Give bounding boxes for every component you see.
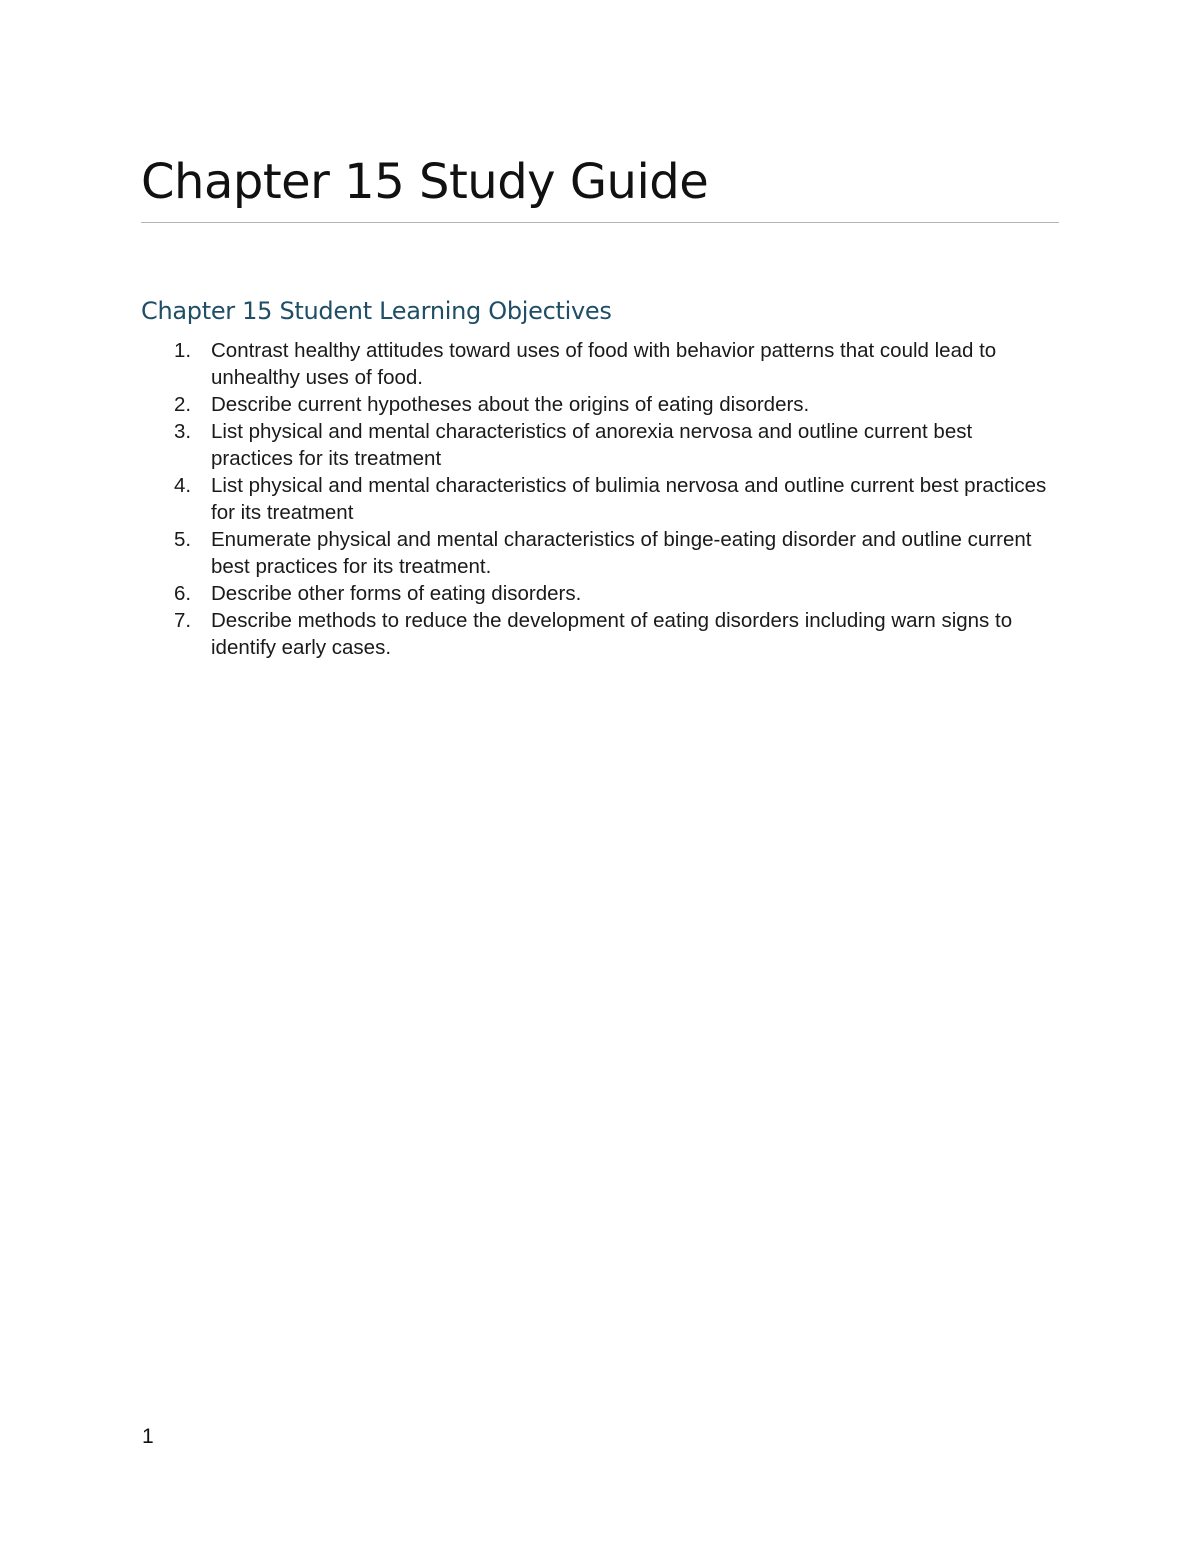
list-item-number: 3. bbox=[174, 420, 192, 443]
list-item-number: 5. bbox=[174, 528, 192, 551]
list-item bbox=[141, 472, 1059, 526]
list-item-text: List physical and mental characteristics of anorexia nervosa and outline current best practices for its treatment bbox=[211, 420, 973, 470]
list-item-number: 4. bbox=[174, 474, 192, 497]
list-item-number: 1. bbox=[174, 339, 192, 362]
list-item bbox=[141, 526, 1059, 580]
list-item-text: List physical and mental characteristics of bulimia nervosa and outline current best practices for its treatment bbox=[211, 474, 1047, 524]
list-item-text: Describe current hypotheses about the origins of eating disorders. bbox=[211, 393, 810, 416]
list-item bbox=[141, 418, 1059, 472]
list-item bbox=[141, 580, 1059, 607]
list-item bbox=[141, 337, 1059, 391]
list-item-text: Enumerate physical and mental characteristics of binge-eating disorder and outline current best practices for its treatment. bbox=[211, 528, 1032, 578]
page-title: Chapter 15 Study Guide bbox=[141, 154, 709, 210]
list-item-number: 2. bbox=[174, 393, 192, 416]
section-heading: Chapter 15 Student Learning Objectives bbox=[141, 297, 612, 325]
list-item-text: Contrast healthy attitudes toward uses of food with behavior patterns that could lead to unhealthy uses of food. bbox=[211, 339, 997, 389]
list-item-text: Describe methods to reduce the development of eating disorders including warn signs to identify early cases. bbox=[211, 609, 1013, 659]
list-item bbox=[141, 607, 1059, 661]
page-number: 1 bbox=[142, 1425, 154, 1448]
title-divider bbox=[141, 222, 1059, 223]
list-item-number: 7. bbox=[174, 609, 192, 632]
list-item bbox=[141, 391, 1059, 418]
objectives-list bbox=[141, 337, 1059, 661]
list-item-number: 6. bbox=[174, 582, 192, 605]
list-item-text: Describe other forms of eating disorders. bbox=[211, 582, 582, 605]
